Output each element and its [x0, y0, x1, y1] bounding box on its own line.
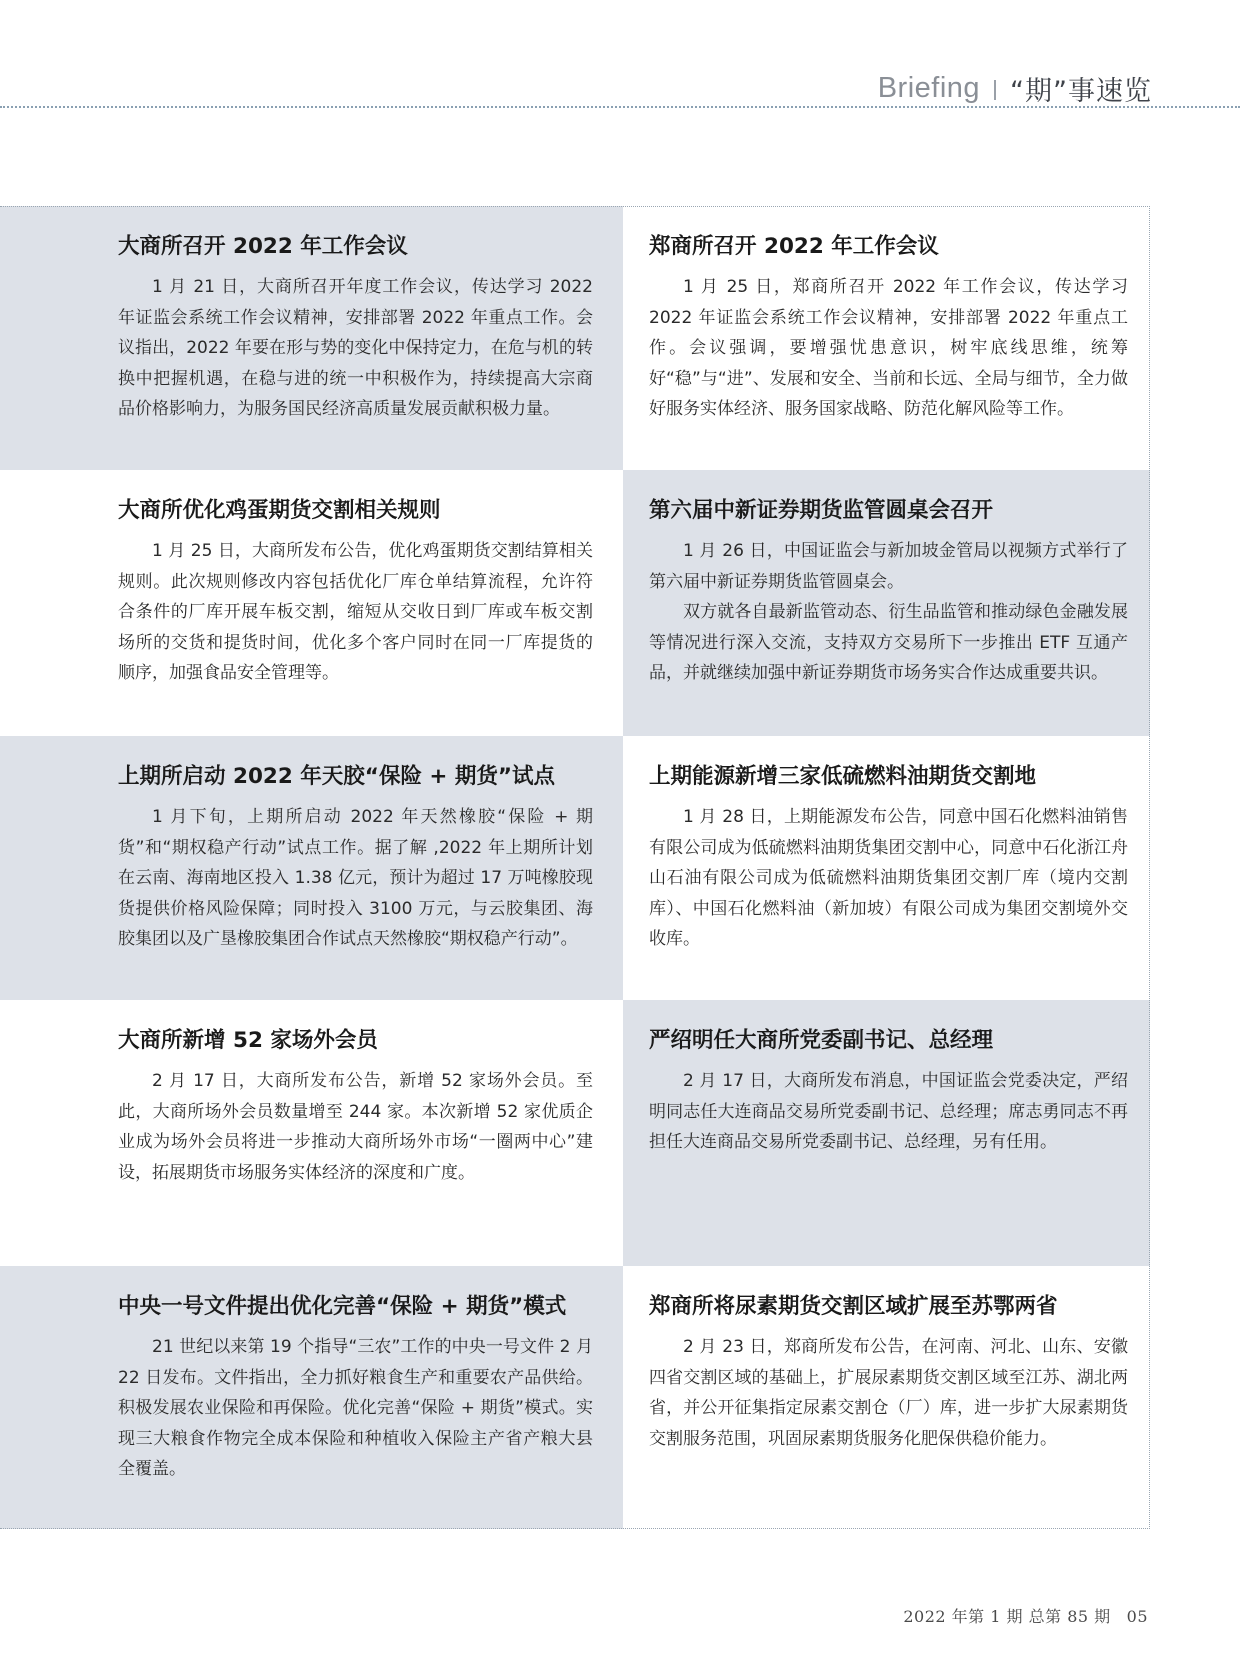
- page-header: [878, 64, 1152, 112]
- article-card: [0, 206, 623, 470]
- article-card: [623, 1266, 1150, 1529]
- article-card: [623, 470, 1150, 736]
- article-title: 上期能源新增三家低硫燃料油期货交割地: [649, 764, 1037, 789]
- article-card: [623, 1000, 1150, 1266]
- article-paragraph: 2 月 17 日，大商所发布公告，新增 52 家场外会员。至此，大商所场外会员数量增至 244 家。本次新增 52 家优质企业成为场外会员将进一步推动大商所场外市场“一圈两中心”建设，拓展期货市场服务实体经济的深度和广度。: [118, 1071, 593, 1183]
- header-briefing: Briefing: [877, 71, 981, 104]
- article-card: [0, 1266, 623, 1529]
- article-card: [0, 736, 623, 1000]
- article-title: 严绍明任大商所党委副书记、总经理: [649, 1028, 994, 1053]
- article-title: 郑商所召开 2022 年工作会议: [649, 234, 939, 259]
- article-card: [0, 470, 623, 736]
- article-paragraph: 2 月 23 日，郑商所发布公告，在河南、河北、山东、安徽四省交割区域的基础上，扩展尿素期货交割区域至江苏、湖北两省，并公开征集指定尿素交割仓（厂）库，进一步扩大尿素期货交割服务范围，巩固尿素期货服务化肥保供稳价能力。: [649, 1337, 1128, 1449]
- article-title: 中央一号文件提出优化完善“保险 + 期货”模式: [118, 1294, 567, 1319]
- article-paragraph: 双方就各自最新监管动态、衍生品监管和推动绿色金融发展等情况进行深入交流，支持双方交易所下一步推出 ETF 互通产品，并就继续加强中新证券期货市场务实合作达成重要共识。: [649, 602, 1128, 683]
- grid-bottom-dotted-rule: [0, 1528, 1150, 1529]
- page-footer: [903, 1604, 1148, 1627]
- article-card: [623, 206, 1150, 470]
- article-title: 大商所新增 52 家场外会员: [118, 1028, 378, 1053]
- article-card: [623, 736, 1150, 1000]
- article-grid: [0, 206, 1150, 1529]
- header-section-title: “期”事速览: [1010, 75, 1152, 107]
- article-paragraph: 1 月 28 日，上期能源发布公告，同意中国石化燃料油销售有限公司成为低硫燃料油期货集团交割中心，同意中石化浙江舟山石油有限公司成为低硫燃料油期货集团交割厂库（境内交割库）、中国石化燃料油（新加坡）有限公司成为集团交割境外交收库。: [649, 807, 1128, 949]
- header-separator: [994, 80, 996, 100]
- article-title: 郑商所将尿素期货交割区域扩展至苏鄂两省: [649, 1294, 1058, 1319]
- page-number: 05: [1126, 1607, 1148, 1626]
- article-title: 大商所优化鸡蛋期货交割相关规则: [118, 498, 441, 523]
- header-dotted-rule: [0, 106, 1240, 108]
- article-paragraph: 1 月下旬，上期所启动 2022 年天然橡胶“保险 + 期货”和“期权稳产行动”试点工作。据了解 ,2022 年上期所计划在云南、海南地区投入 1.38 亿元，预计为超过 17 万吨橡胶现货提供价格风险保障；同时投入 3100 万元，与云胶集团、海胶集团以及广垦橡胶集团合作试点天然橡胶“期权稳产行动”。: [118, 807, 593, 949]
- article-paragraph: 21 世纪以来第 19 个指导“三农”工作的中央一号文件 2 月 22 日发布。文件指出，全力抓好粮食生产和重要农产品供给。积极发展农业保险和再保险。优化完善“保险 + 期货”模式。实现三大粮食作物完全成本保险和种植收入保险主产省产粮大县全覆盖。: [118, 1337, 593, 1479]
- article-title: 上期所启动 2022 年天胶“保险 + 期货”试点: [118, 764, 556, 789]
- article-paragraph: 1 月 25 日，大商所发布公告，优化鸡蛋期货交割结算相关规则。此次规则修改内容包括优化厂库仓单结算流程，允许符合条件的厂库开展车板交割，缩短从交收日到厂库或车板交割场所的交货和提货时间，优化多个客户同时在同一厂库提货的顺序，加强食品安全管理等。: [118, 541, 593, 683]
- article-title: 大商所召开 2022 年工作会议: [118, 234, 408, 259]
- article-paragraph: 1 月 21 日，大商所召开年度工作会议，传达学习 2022 年证监会系统工作会议精神，安排部署 2022 年重点工作。会议指出，2022 年要在形与势的变化中保持定力，在危与机的转换中把握机遇，在稳与进的统一中积极作为，持续提高大宗商品价格影响力，为服务国民经济高质量发展贡献积极力量。: [118, 277, 593, 419]
- article-paragraph: 1 月 25 日，郑商所召开 2022 年工作会议，传达学习 2022 年证监会系统工作会议精神，安排部署 2022 年重点工作。会议强调，要增强忧患意识，树牢底线思维，统筹好“稳”与“进”、发展和安全、当前和长远、全局与细节，全力做好服务实体经济、服务国家战略、防范化解风险等工作。: [649, 277, 1128, 419]
- article-paragraph: 1 月 26 日，中国证监会与新加坡金管局以视频方式举行了第六届中新证券期货监管圆桌会。: [649, 541, 1128, 592]
- article-card: [0, 1000, 623, 1266]
- footer-issue-info: 2022 年第 1 期 总第 85 期: [903, 1607, 1111, 1626]
- article-paragraph: 2 月 17 日，大商所发布消息，中国证监会党委决定，严绍明同志任大连商品交易所党委副书记、总经理；席志勇同志不再担任大连商品交易所党委副书记、总经理，另有任用。: [649, 1071, 1128, 1152]
- article-title: 第六届中新证券期货监管圆桌会召开: [649, 498, 994, 523]
